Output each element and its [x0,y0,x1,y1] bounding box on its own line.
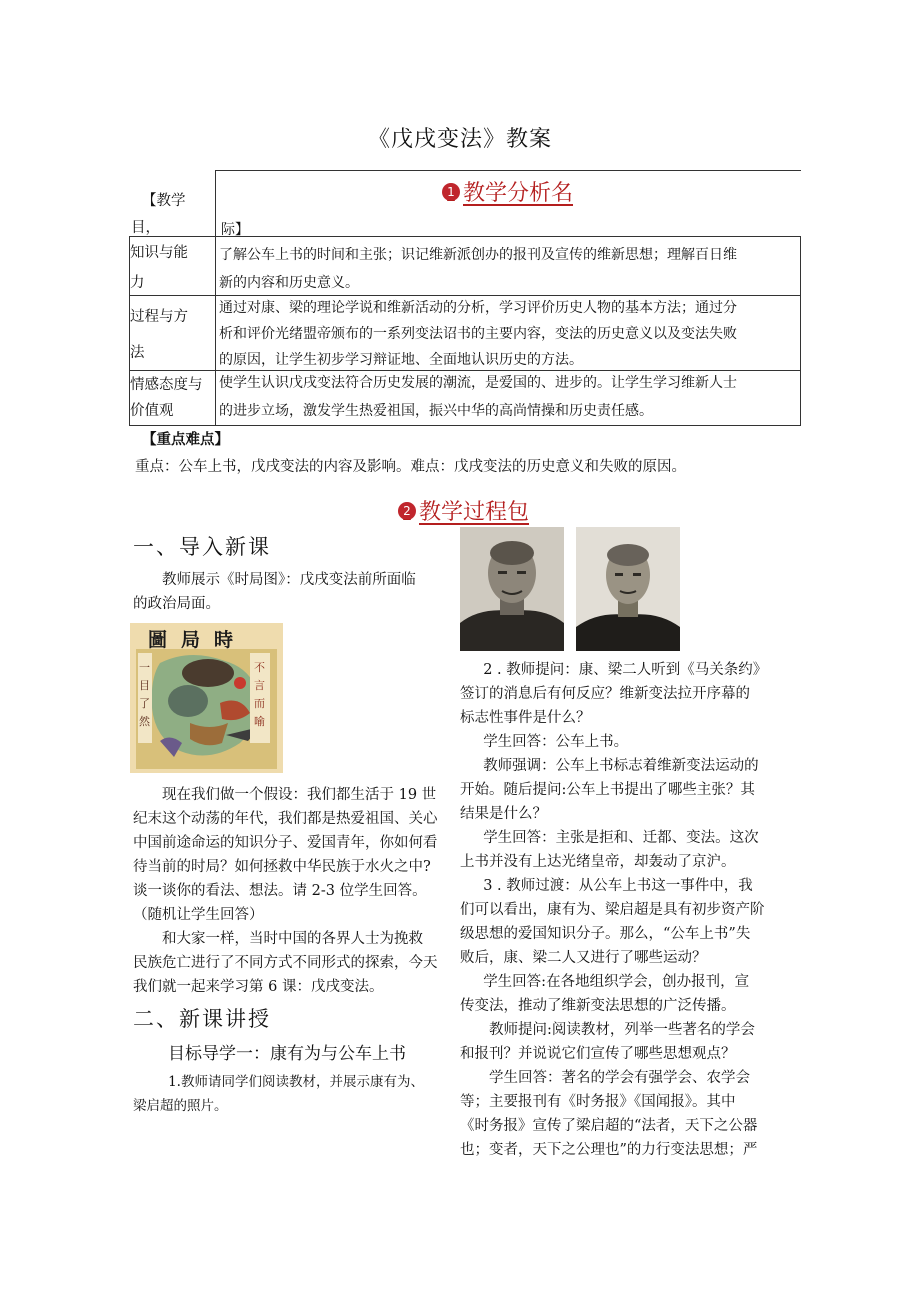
section-title: 教学过程包 [419,500,530,525]
row-text: 通过对康、梁的理论学说和维新活动的分析，学习评价历史人物的基本方法；通过分 析和评价光绪盟帝颁布的一系列变法诏书的主要内容，变法的历史意义以及变法失败 的原因，让学生初步学习辩证地、全面地认识历史的方法。 [219,300,737,368]
document-title: 《戊戌变法》教案 [367,127,552,152]
row-text: 使学生认识戊戌变法符合历史发展的潮流，是爱国的、进步的。让学生学习维新人士 的进步立场，激发学生热爱祖国，振兴中华的高尚情操和历史责任感。 [219,375,737,419]
shiju-map-image [130,623,283,773]
section-title: 教学分析名 [463,181,574,206]
heading-new-lesson: 二、新课讲授 [133,1007,271,1031]
goals-label: 【教学 [142,193,186,209]
key-points-label: 【重点难点】 [142,432,229,448]
exploration-paragraph: 和大家一样，当时中国的各界人士为挽救 民族危亡进行了不同方式不同形式的探索，今天 我们就一起来学习第 6 课：戊戌变法。 [133,931,438,995]
section-analysis-heading [442,176,573,207]
heading-intro: 一、导入新课 [133,535,271,559]
section-number: 2 [398,502,416,520]
map-side-right: 不言而喻 [254,661,265,728]
row-label: 过程与方 法 [130,309,188,361]
liang-qichao-photo [576,527,680,651]
map-title: 圖局時 [148,629,248,651]
step-one-paragraph: 1.教师请同学们阅读教材，并展示康有为、 梁启超的照片。 [133,1074,424,1114]
subheading-goal-one: 目标导学一：康有为与公车上书 [168,1044,406,1064]
kang-youwei-photo [460,527,564,651]
goals-label-2: 目， [131,220,160,236]
goals-label-tail: 际】 [221,222,249,238]
section-number: 1 [442,183,460,201]
right-column-text: 2 . 教师提问：康、梁二人听到《马关条约》 签订的消息后有何反应？维新变法拉开序幕的 标志性事件是什么？ 学生回答：公车上书。 教师强调：公车上书标志着维新变法运动的 开始。随后提问:公车上书提出了哪些主张？其 结果是什么？ 学生回答：主张是拒和、迁都、变法。这次 上书并没有上达光绪皇帝，却轰动了京沪。 3 . 教师过渡：从公车上书这一事件中，我 们可以看出，康有为、梁启超是具有初步资产阶 级思想的爱国知识分子。那么，“公车上书”失 败后，康、梁二人又进行了哪些运动？ 学生回答:在各地组织学会，创办报刊，宣 传变法，推动了维新变法思想的广泛传播。 教师提问:阅读教材，列举一些著名的学会 和报刊？并说说它们宣传了哪些思想观点？ 学生回答：著名的学会有强学会、农学会 等；主要报刊有《时务报》《国闻报》。其中 《时务报》宣传了梁启超的“法者，天下之公器 也；变者，天下之公理也”的力行变法思想；严 [460,662,768,1158]
row-label: 情感态度与 价值观 [130,377,203,419]
row-text: 了解公车上书的时间和主张；识记维新派创办的报刊及宣传的维新思想；理解百日维 新的内容和历史意义。 [219,247,737,291]
map-side-left: 一目了然 [139,661,150,728]
row-label: 知识与能 力 [130,245,188,291]
section-process-heading [398,495,529,526]
hypothesis-paragraph: 现在我们做一个假设：我们都生活于 19 世 纪末这个动荡的年代，我们都是热爱祖国、关心 中国前途命运的知识分子、爱国青年，你如何看 待当前的时局？如何拯救中华民族于水火之中? 谈一谈你的看法、想法。请 2-3 位学生回答。 （随机让学生回答） [133,787,438,923]
key-points-text: 重点：公车上书，戊戌变法的内容及影响。难点：戊戌变法的历史意义和失败的原因。 [135,459,686,475]
intro-paragraph: 教师展示《时局图》：戊戌变法前所面临 的政治局面。 [133,572,416,612]
